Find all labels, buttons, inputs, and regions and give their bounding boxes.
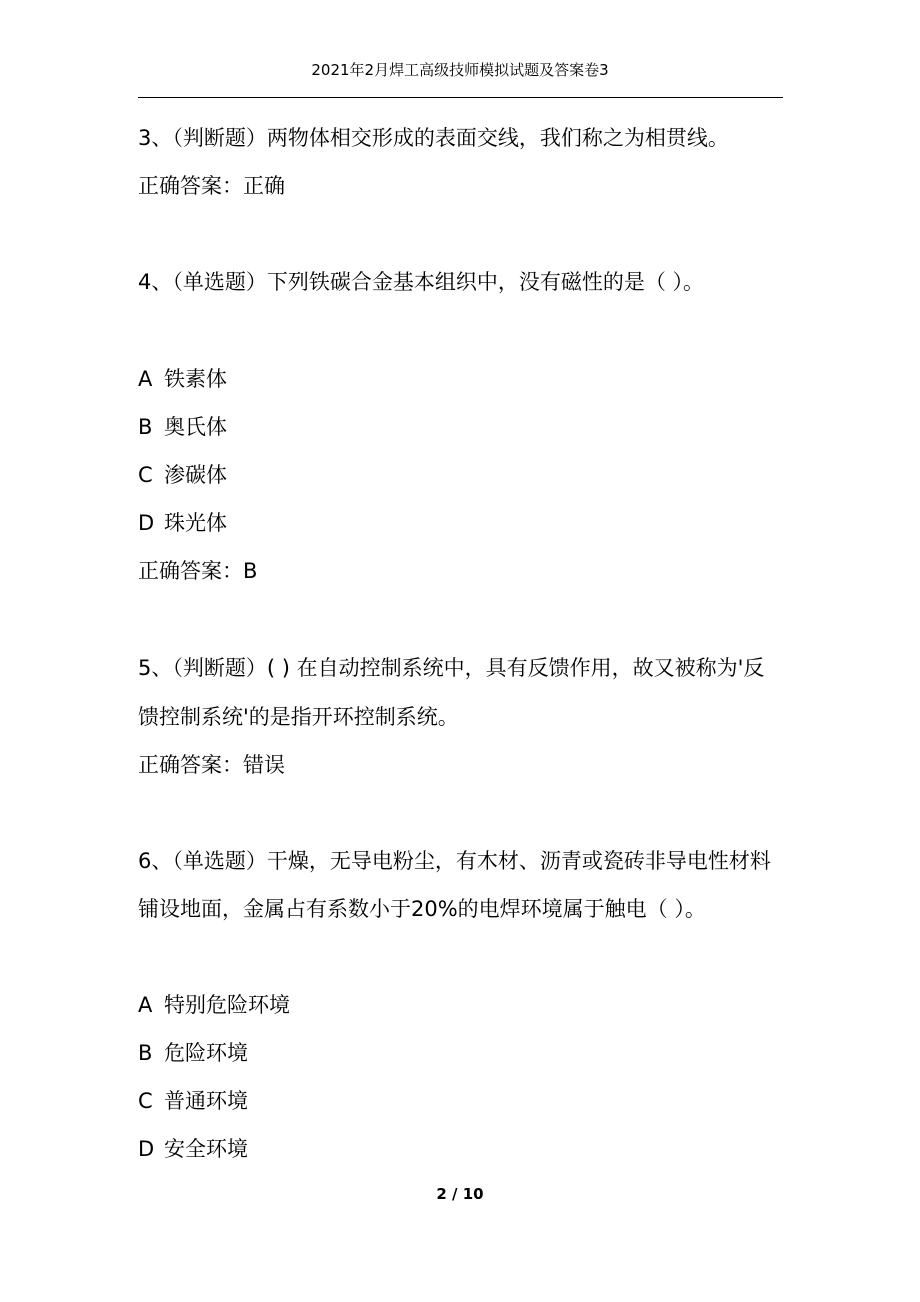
option-letter: D	[138, 511, 155, 535]
question-5-text-line-1: 5、（判断题）( ) 在自动控制系统中，具有反馈作用，故又被称为'反	[138, 656, 765, 680]
question-4-option-a	[138, 365, 227, 393]
page-number: 2 / 10	[436, 1185, 484, 1203]
question-6-option-a	[138, 991, 290, 1019]
option-letter: C	[138, 463, 153, 487]
question-4-text: 4、（单选题）下列铁碳合金基本组织中，没有磁性的是（ ）。	[138, 270, 705, 294]
page-header: 2021年2月焊工高级技师模拟试题及答案卷3	[311, 61, 609, 79]
option-text: 特别危险环境	[164, 993, 290, 1017]
header-divider	[138, 97, 783, 98]
option-letter: C	[138, 1089, 153, 1113]
option-text: 危险环境	[164, 1041, 248, 1065]
question-5-answer: 正确答案：错误	[138, 753, 285, 777]
option-letter: A	[138, 367, 153, 391]
question-6-option-c	[138, 1087, 248, 1115]
option-letter: D	[138, 1137, 155, 1161]
question-5-text-line-2: 馈控制系统'的是指开环控制系统。	[138, 705, 459, 729]
question-6-option-d	[138, 1135, 248, 1163]
option-text: 渗碳体	[164, 463, 227, 487]
option-text: 普通环境	[164, 1089, 248, 1113]
question-4-answer: 正确答案：B	[138, 559, 258, 583]
question-3-text: 3、（判断题）两物体相交形成的表面交线，我们称之为相贯线。	[138, 126, 729, 150]
question-6-option-b	[138, 1039, 248, 1067]
option-text: 安全环境	[164, 1137, 248, 1161]
option-text: 珠光体	[164, 511, 227, 535]
question-4-option-b	[138, 413, 227, 441]
option-text: 奥氏体	[164, 415, 227, 439]
question-3-answer: 正确答案：正确	[138, 174, 285, 198]
option-letter: A	[138, 993, 153, 1017]
question-4-option-d	[138, 509, 227, 537]
question-4-option-c	[138, 461, 227, 489]
option-letter: B	[138, 1041, 153, 1065]
question-6-text-line-1: 6、（单选题）干燥，无导电粉尘，有木材、沥青或瓷砖非导电性材料	[138, 849, 771, 873]
option-text: 铁素体	[164, 367, 227, 391]
option-letter: B	[138, 415, 153, 439]
question-6-text-line-2: 铺设地面，金属占有系数小于20%的电焊环境属于触电（ ）。	[138, 897, 706, 921]
